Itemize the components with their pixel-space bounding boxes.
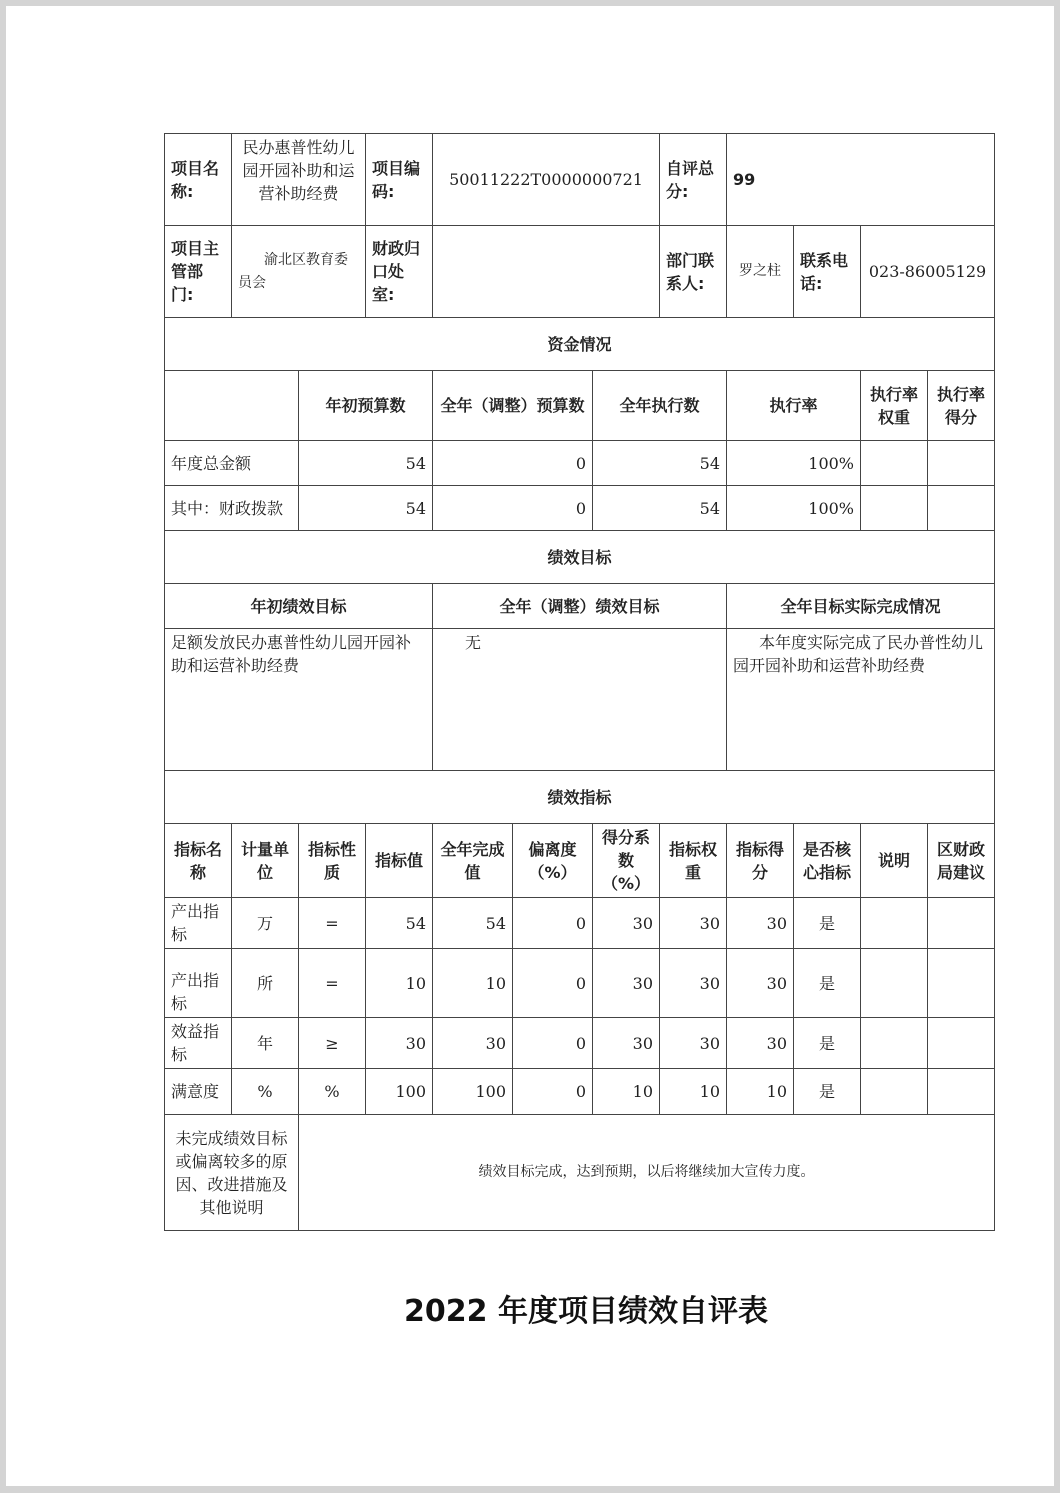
funds-col-executed: 全年执行数 [593,371,727,441]
funds-initial: 54 [299,441,433,486]
table-row [165,898,995,949]
ind-deviation: 0 [513,1018,593,1069]
performance-evaluation-table [164,133,995,1231]
ind-score: 30 [727,1018,794,1069]
funds-initial: 54 [299,486,433,531]
ind-weight: 10 [660,1069,727,1115]
ind-weight: 30 [660,949,727,1018]
goals-adjusted-value: 无 [433,629,727,771]
ind-name: 满意度 [165,1069,232,1115]
funds-col-adjusted: 全年（调整）预算数 [433,371,593,441]
project-name-label: 项目名称: [165,134,232,226]
table-row [165,441,995,486]
funds-section-title: 资金情况 [165,318,995,371]
finance-office-label: 财政归口处室: [366,226,433,318]
ind-nature: = [299,898,366,949]
ind-deviation: 0 [513,898,593,949]
indicators-section-title: 绩效指标 [165,771,995,824]
phone-label: 联系电话: [794,226,861,318]
table-row [165,1069,995,1115]
ind-core: 是 [794,949,861,1018]
ind-unit: 年 [232,1018,299,1069]
ind-value: 54 [366,898,433,949]
funds-col-initial: 年初预算数 [299,371,433,441]
ind-col-weight: 指标权重 [660,824,727,898]
table-row [165,486,995,531]
ind-unit: 万 [232,898,299,949]
funds-adjusted: 0 [433,486,593,531]
ind-note [861,1069,928,1115]
finance-office-value [433,226,660,318]
ind-done: 30 [433,1018,513,1069]
ind-done: 10 [433,949,513,1018]
contact-person-label: 部门联系人: [660,226,727,318]
ind-core: 是 [794,1069,861,1115]
ind-coef: 30 [593,1018,660,1069]
dept-label: 项目主管部门: [165,226,232,318]
ind-weight: 30 [660,898,727,949]
funds-col-rate: 执行率 [727,371,861,441]
funds-score [928,441,995,486]
ind-name: 产出指标 [165,898,232,949]
ind-col-score: 指标得分 [727,824,794,898]
ind-score: 30 [727,898,794,949]
funds-rate: 100% [727,441,861,486]
ind-col-advice: 区财政局建议 [928,824,995,898]
ind-core: 是 [794,898,861,949]
contact-person-value: 罗之柱 [727,226,794,318]
ind-col-unit: 计量单位 [232,824,299,898]
table-row [165,949,995,1018]
funds-row-label: 其中：财政拨款 [165,486,299,531]
funds-executed: 54 [593,441,727,486]
ind-col-core: 是否核心指标 [794,824,861,898]
ind-coef: 10 [593,1069,660,1115]
project-code-value: 50011222T0000000721 [433,134,660,226]
funds-rate: 100% [727,486,861,531]
project-name-value: 民办惠普性幼儿园开园补助和运营补助经费 [232,134,366,226]
funds-header-blank [165,371,299,441]
funds-adjusted: 0 [433,441,593,486]
ind-col-deviation: 偏离度（%） [513,824,593,898]
ind-advice [928,898,995,949]
ind-done: 54 [433,898,513,949]
ind-col-coef: 得分系数（%） [593,824,660,898]
ind-advice [928,949,995,1018]
ind-value: 10 [366,949,433,1018]
funds-weight [861,486,928,531]
ind-deviation: 0 [513,949,593,1018]
phone-value: 023-86005129 [861,226,995,318]
ind-col-name: 指标名称 [165,824,232,898]
ind-weight: 30 [660,1018,727,1069]
funds-executed: 54 [593,486,727,531]
goals-initial-value: 足额发放民办惠普性幼儿园开园补助和运营补助经费 [165,629,433,771]
project-code-label: 项目编码: [366,134,433,226]
goals-section-title: 绩效目标 [165,531,995,584]
ind-core: 是 [794,1018,861,1069]
funds-score [928,486,995,531]
remarks-value: 绩效目标完成，达到预期，以后将继续加大宣传力度。 [299,1115,995,1231]
ind-nature: = [299,949,366,1018]
funds-col-weight: 执行率权重 [861,371,928,441]
goals-col-initial: 年初绩效目标 [165,584,433,629]
ind-advice [928,1069,995,1115]
ind-unit: % [232,1069,299,1115]
goals-col-adjusted: 全年（调整）绩效目标 [433,584,727,629]
ind-name: 效益指标 [165,1018,232,1069]
ind-unit: 所 [232,949,299,1018]
goals-actual-value: 本年度实际完成了民办普性幼儿园开园补助和运营补助经费 [727,629,995,771]
self-score-label: 自评总分: [660,134,727,226]
ind-done: 100 [433,1069,513,1115]
document-title: 2022 年度项目绩效自评表 [404,1294,768,1329]
remarks-label: 未完成绩效目标或偏离较多的原因、改进措施及其他说明 [165,1115,299,1231]
ind-col-note: 说明 [861,824,928,898]
ind-score: 10 [727,1069,794,1115]
funds-weight [861,441,928,486]
table-row [165,1018,995,1069]
ind-deviation: 0 [513,1069,593,1115]
ind-col-done: 全年完成值 [433,824,513,898]
ind-coef: 30 [593,898,660,949]
funds-row-label: 年度总金额 [165,441,299,486]
funds-col-score: 执行率得分 [928,371,995,441]
self-score-value: 99 [727,134,995,226]
document-page [6,6,1054,1486]
ind-note [861,949,928,1018]
ind-col-nature: 指标性质 [299,824,366,898]
ind-note [861,898,928,949]
ind-advice [928,1018,995,1069]
ind-value: 30 [366,1018,433,1069]
ind-nature: % [299,1069,366,1115]
dept-value: 渝北区教育委员会 [232,226,366,318]
ind-note [861,1018,928,1069]
ind-score: 30 [727,949,794,1018]
ind-coef: 30 [593,949,660,1018]
ind-nature: ≥ [299,1018,366,1069]
goals-col-actual: 全年目标实际完成情况 [727,584,995,629]
ind-col-value: 指标值 [366,824,433,898]
ind-name: 产出指标 [165,949,232,1018]
ind-value: 100 [366,1069,433,1115]
